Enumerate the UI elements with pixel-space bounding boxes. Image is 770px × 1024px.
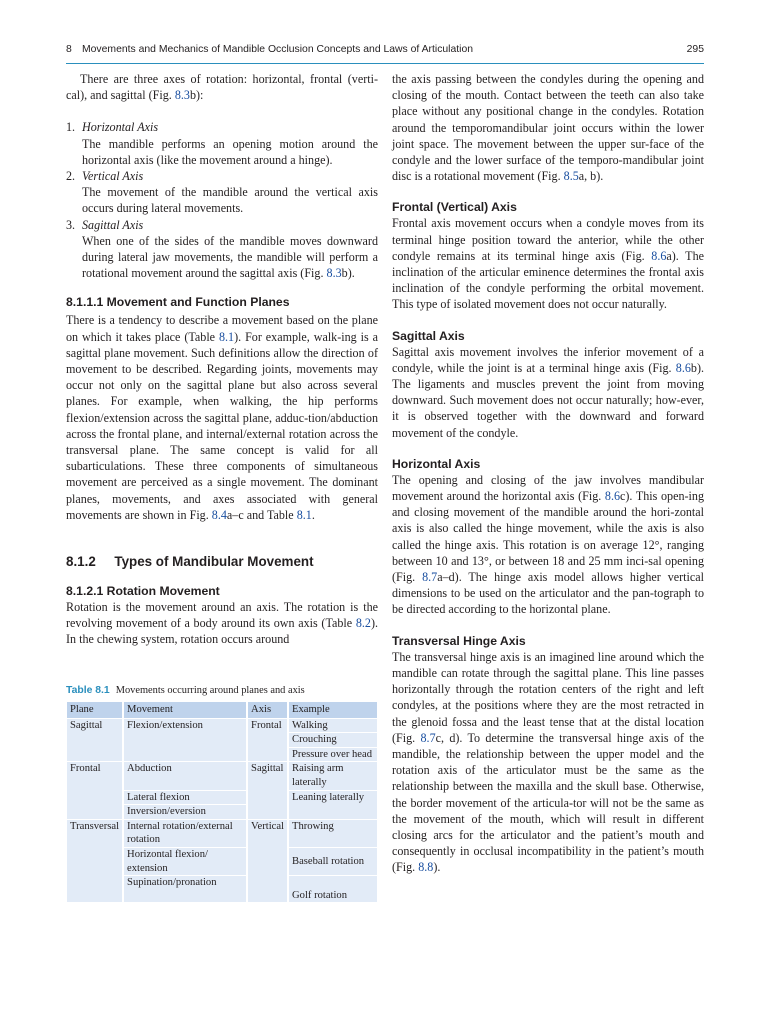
section-heading-rotation: 8.1.2.1 Rotation Movement — [66, 584, 220, 599]
list-item: 3. Sagittal Axis — [66, 217, 144, 232]
table-header-cell: Example — [289, 702, 377, 718]
section-heading-types: 8.1.2 Types of Mandibular Movement — [66, 554, 314, 570]
frontal-axis-paragraph: Frontal axis movement occurs when a condyle moves from its terminal hinge position toward the anterior, while the other condyle remains at its terminal hinge axis (Fig. 8.6a). The inclination of the articular eminence determines the frontal axis inclination of the condyle performing the orbital movement. This type of isolated movement does not occur naturally. — [392, 216, 704, 312]
fig-link[interactable]: 8.7 — [420, 730, 436, 745]
section-heading-planes: 8.1.1.1 Movement and Function Planes — [66, 295, 290, 310]
page-number: 295 — [686, 44, 704, 55]
fig-link[interactable]: 8.7 — [422, 570, 438, 585]
list-item: 2. Vertical Axis — [66, 169, 144, 184]
list-item: 1. Horizontal Axis — [66, 120, 159, 135]
chapter-title: Movements and Mechanics of Mandible Occlusion Concepts and Laws of Articulation — [82, 44, 474, 55]
table-cell: Horizontal flexion/ extension — [124, 848, 246, 875]
fig-link[interactable]: 8.5 — [563, 169, 579, 184]
table-cell: Flexion/extension — [124, 719, 246, 762]
intro-paragraph: There are three axes of rotation: horizontal, frontal (verti-cal), and sagittal (Fig. 8.3b): — [66, 72, 378, 103]
table-caption: Table 8.1 Movements occurring around planes and axis — [66, 685, 305, 696]
list-item-body: When one of the sides of the mandible moves downward during lateral jaw movements, the mandible will perform a rotational movement around the sagittal axis (Fig. 8.3b). — [82, 233, 378, 281]
list-item-title: Horizontal Axis — [82, 120, 159, 135]
header-rule — [66, 63, 704, 64]
table-cell: Sagittal — [248, 762, 287, 818]
table-link[interactable]: 8.1 — [296, 507, 312, 522]
table-cell: Abduction — [124, 762, 246, 789]
list-item-body: The mandible performs an opening motion around the horizontal axis (like the movement around a hinge). — [82, 136, 378, 167]
table-row — [67, 762, 377, 789]
sagittal-axis-paragraph: Sagittal axis movement involves the inferior movement of a condyle, while the joint is at a terminal hinge axis (Fig. 8.6b). The ligaments and muscles prevent the joint from moving downward. Such movement does not occur naturally; how-ever, it is observed together with the downward and forward movement of the condyle. — [392, 344, 704, 440]
table-row — [67, 719, 377, 733]
section-heading-sagittal-axis: Sagittal Axis — [392, 328, 465, 343]
table-cell: Supination/pronation — [124, 876, 246, 902]
rotation-continued-paragraph: the axis passing between the condyles during the opening and closing of the mouth. Contact between the teeth can also take place without any positional change in the condyles. Rotation around the temporomandibular joint occurs within the lower joint space. The movement between the upper sur-face of the condyle and the lower surface of the temporo-mandibular joint disc is a rotational movement (Fig. 8.5a, b). — [392, 72, 704, 184]
table-cell: Crouching — [289, 733, 377, 747]
table-cell: Pressure over head — [289, 748, 377, 762]
table-cell: Throwing — [289, 820, 377, 847]
list-item-body: The movement of the mandible around the vertical axis occurs during lateral movements. — [82, 185, 378, 216]
table-cell: Lateral flexion — [124, 791, 246, 805]
table-header-cell: Plane — [67, 702, 122, 718]
table-cell: Transversal — [67, 820, 122, 902]
table-8-1 — [66, 684, 378, 903]
fig-link[interactable]: 8.6 — [675, 360, 691, 375]
planes-paragraph: There is a tendency to describe a movement based on the plane on which it takes place (Table 8.1). For example, walk-ing is a sagittal plane movement. Such definitions allow the direction of movement to be described. Regarding joints, movements may occur not only on the sagittal plane but also across several planes. For example, when walking, the hip performs flexion/extension across the sagittal plane, adduc-tion/abduction across the frontal plane, and internal/external rotation across the transversal plane. The same concept is valid for all subarticulations. These three components of simultaneous movement are perceived as a single movement. The dominant planes, movements, and axes associated with general movements are shown in Fig. 8.4a–c and Table 8.1. — [66, 313, 378, 522]
fig-link[interactable]: 8.4 — [211, 507, 227, 522]
section-heading-transversal-hinge-axis: Transversal Hinge Axis — [392, 633, 526, 648]
table-cell: Internal rotation/external rotation — [124, 820, 246, 847]
transversal-axis-paragraph: The transversal hinge axis is an imagined line around which the mandible can rotate through the sagittal plane. This line passes horizontally through the rotation centers of the right and left condyles, at the positions where they are the most retracted in the glenoid fossa and the least tense that at the distal location (Fig. 8.7c, d). To determine the transversal hinge axis of the mandible, the relationship between the upper model and the rotation axis of the articulator must be the same as the relationship between the maxilla and the skull base. Otherwise, the border movement of the articula-tor will not be the same as the movement of the mouth, which will result in different closing arcs for the articulator and the patient’s mouth and consequently in occlusal incompatibility in the patient’s mouth (Fig. 8.8). — [392, 649, 704, 875]
table-cell: Sagittal — [67, 719, 122, 762]
table-cell: Golf rotation — [289, 876, 377, 902]
fig-link[interactable]: 8.6 — [604, 489, 621, 504]
table-cell: Vertical — [248, 820, 287, 902]
table-cell: Baseball rotation — [289, 848, 377, 875]
chapter-number: 8 — [66, 44, 72, 55]
horizontal-axis-paragraph: The opening and closing of the jaw involves mandibular movement around the horizontal axis (Fig. 8.6c). This open-ing and closing movement of the mandible around the hori-zontal axis is also called the hinge movement, while the axis is also called the hinge axis. This rotation is on average 12°, ranging between 10 and 13°, or between 18 and 25 mm inci-sal opening (Fig. 8.7a–d). The hinge axis model allows higher vertical dimensions to be used on the articulator and the pan-tograph to be directed according to the horizontal plane. — [392, 472, 704, 617]
table-cell: Walking — [289, 719, 377, 733]
right-column — [392, 71, 704, 876]
table-label: Table 8.1 — [66, 685, 110, 696]
left-column — [66, 71, 378, 648]
table-cell: Frontal — [67, 762, 122, 818]
table-cell: Inversion/eversion — [124, 805, 246, 819]
table-cell: Leaning laterally — [289, 791, 377, 819]
fig-link[interactable]: 8.6 — [651, 248, 667, 263]
section-heading-horizontal-axis: Horizontal Axis — [392, 456, 481, 471]
list-item-title: Sagittal Axis — [82, 217, 144, 232]
running-head — [66, 44, 704, 60]
section-heading-frontal-axis: Frontal (Vertical) Axis — [392, 200, 517, 215]
movement-table — [65, 701, 379, 903]
fig-link[interactable]: 8.8 — [418, 860, 434, 875]
axis-list — [66, 119, 378, 281]
table-row — [67, 820, 377, 847]
table-header-cell: Movement — [124, 702, 246, 718]
list-item-title: Vertical Axis — [82, 169, 144, 184]
table-header-cell: Axis — [248, 702, 287, 718]
table-cell: Raising arm laterally — [289, 762, 377, 789]
table-link[interactable]: 8.2 — [355, 616, 371, 631]
table-header-row — [67, 702, 377, 718]
table-cell: Frontal — [248, 719, 287, 762]
rotation-paragraph: Rotation is the movement around an axis. The rotation is the revolving movement of a body around its own axis (Table 8.2). In the chewing system, rotation occurs around — [66, 600, 378, 647]
fig-link[interactable]: 8.3 — [174, 88, 190, 103]
fig-link[interactable]: 8.3 — [326, 266, 342, 281]
table-link[interactable]: 8.1 — [218, 329, 235, 344]
